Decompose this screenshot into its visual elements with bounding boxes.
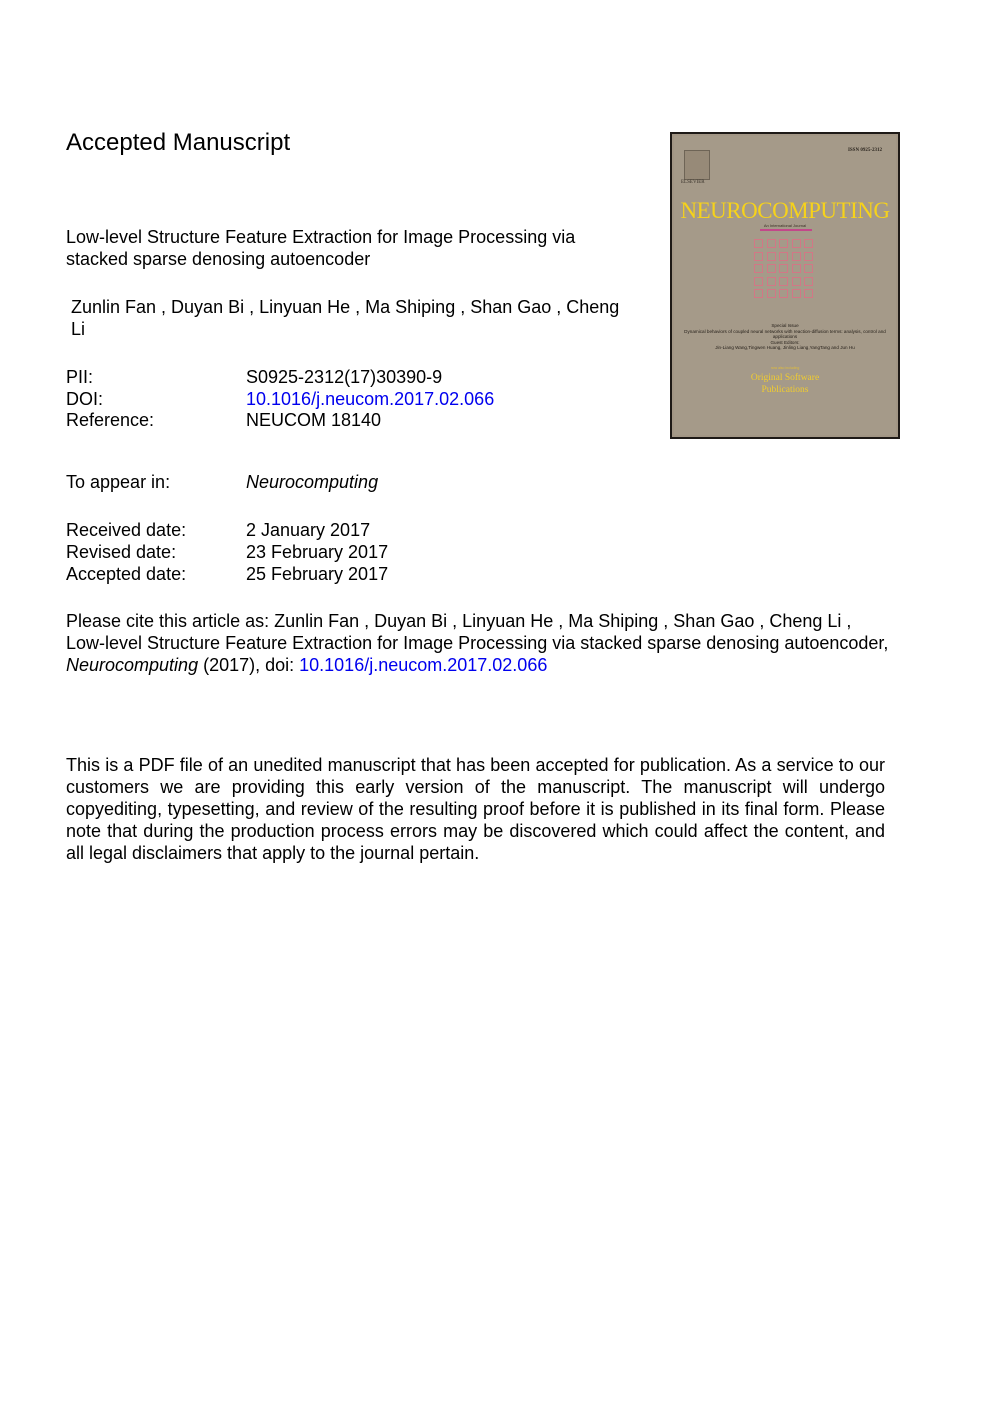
citation-journal: Neurocomputing	[66, 655, 199, 675]
cover-grid-icon	[754, 239, 816, 301]
cover-accent-line	[760, 229, 812, 231]
cover-grid-cell	[779, 264, 788, 273]
cover-grid-cell	[779, 252, 788, 261]
cover-grid-cell	[792, 277, 801, 286]
cover-grid-cell	[779, 289, 788, 298]
manuscript-notice: This is a PDF file of an unedited manuscript that has been accepted for publication. As a service to our customers we are providing this early version of the manuscript. The manuscript will undergo copyediting, typesetting, and review of the resulting proof before it is published in its final form. Please note that during the production process errors may be discovered which could affect the content, and all legal disclaimers that apply to the journal pertain.	[66, 755, 885, 863]
accepted-label: Accepted date:	[66, 564, 187, 584]
cover-grid-cell	[754, 264, 763, 273]
cover-grid-cell	[767, 289, 776, 298]
article-title: Low-level Structure Feature Extraction for Image Processing via stacked sparse denosing autoencoder	[66, 227, 576, 269]
cover-osp-prefix: now also including	[770, 366, 800, 370]
appear-row	[66, 471, 378, 493]
citation-line-3	[66, 654, 896, 676]
doi-row	[66, 388, 494, 410]
cover-grid-cell	[804, 277, 813, 286]
citation-line-2: Low-level Structure Feature Extraction for Image Processing via stacked sparse denosing autoencoder,	[66, 633, 889, 653]
cover-grid-cell	[804, 264, 813, 273]
cover-grid-cell	[767, 252, 776, 261]
received-row	[66, 519, 370, 541]
cover-osp-line-2: Publications	[761, 385, 809, 395]
received-label: Received date:	[66, 520, 187, 540]
revised-label: Revised date:	[66, 542, 177, 562]
cover-issn: ISSN 0925-2312	[847, 148, 882, 153]
cover-grid-cell	[767, 277, 776, 286]
citation-year-doi: (2017), doi:	[198, 655, 300, 675]
cover-grid-cell	[792, 289, 801, 298]
cover-guest-label: Guest Editors:	[770, 339, 800, 345]
cover-grid-cell	[792, 239, 801, 248]
author-list: Zunlin Fan , Duyan Bi , Linyuan He , Ma Shiping , Shan Gao , Cheng Li	[71, 297, 620, 339]
cover-publisher: ELSEVIER	[681, 180, 705, 185]
received-value: 2 January 2017	[246, 520, 371, 540]
cover-grid-cell	[804, 252, 813, 261]
cover-grid-cell	[804, 239, 813, 248]
cover-special-issue-label: Special Issue	[771, 323, 799, 328]
revised-value: 23 February 2017	[246, 542, 389, 562]
pii-row	[66, 366, 442, 388]
cover-grid-cell	[767, 239, 776, 248]
cover-grid-cell	[779, 277, 788, 286]
cover-journal-title: NEUROCOMPUTING	[680, 198, 890, 223]
cover-journal-subtitle: An International Journal	[763, 223, 807, 228]
cover-grid-cell	[754, 252, 763, 261]
elsevier-logo-icon	[684, 150, 710, 180]
doi-label: DOI:	[66, 389, 104, 409]
page-heading: Accepted Manuscript	[66, 129, 291, 156]
doi-link[interactable]: 10.1016/j.neucom.2017.02.066	[246, 389, 495, 409]
reference-value: NEUCOM 18140	[246, 410, 382, 430]
journal-name: Neurocomputing	[246, 472, 379, 492]
journal-cover	[670, 132, 900, 439]
accepted-row	[66, 563, 388, 585]
cover-background	[674, 136, 896, 435]
cover-guest-editors: Jin-Liang Wang,Tingwen Huang, Jinling Liang,YangTang and Jun Hu	[715, 345, 855, 351]
cover-special-issue	[682, 323, 888, 351]
cover-grid-cell	[792, 252, 801, 261]
cover-grid-cell	[754, 289, 763, 298]
cover-grid-cell	[792, 264, 801, 273]
cover-grid-cell	[779, 239, 788, 248]
cover-grid-cell	[804, 289, 813, 298]
cover-grid-cell	[767, 264, 776, 273]
cover-original-software	[674, 372, 896, 396]
reference-label: Reference:	[66, 410, 155, 430]
cover-grid-cell	[754, 239, 763, 248]
accepted-value: 25 February 2017	[246, 564, 389, 584]
revised-row	[66, 541, 388, 563]
pii-label: PII:	[66, 367, 94, 387]
citation-block	[66, 610, 896, 676]
reference-row	[66, 409, 381, 431]
cover-grid-cell	[754, 277, 763, 286]
citation-line-1: Please cite this article as: Zunlin Fan , Duyan Bi , Linyuan He , Ma Shiping , Shan Gao , Cheng Li ,	[66, 611, 852, 631]
pii-value: S0925-2312(17)30390-9	[246, 367, 443, 387]
cover-special-issue-title: Dynamical behaviors of coupled neural networks with reaction-diffusion terms: analysis, control and applications	[684, 328, 886, 340]
appear-label: To appear in:	[66, 472, 171, 492]
cover-osp-line-1: Original Software	[750, 373, 820, 383]
citation-doi-link[interactable]: 10.1016/j.neucom.2017.02.066	[299, 655, 548, 675]
